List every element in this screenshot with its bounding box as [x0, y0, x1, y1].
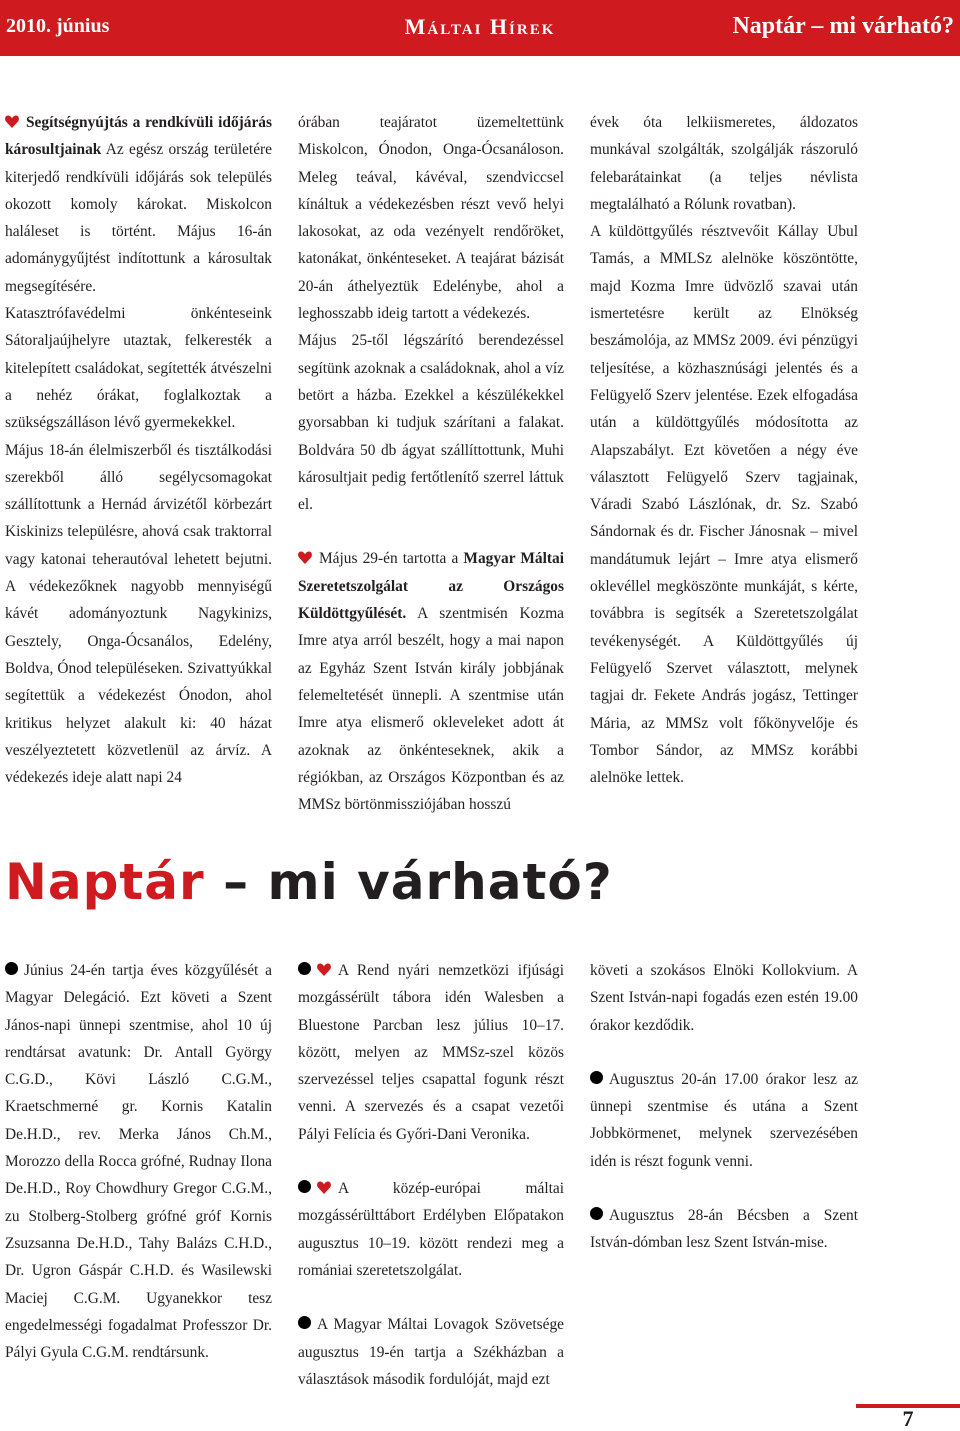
heart-icon: [5, 115, 19, 128]
calendar-event: Augusztus 20-án 17.00 órakor lesz az ünnepi szentmise és utána a Szent Jobbkörmenet, melynek szervezésében idén is részt fogunk venni.: [590, 1070, 858, 1170]
bullet-icon: [298, 1180, 311, 1193]
magazine-title: Máltai Hírek: [404, 14, 556, 39]
article-paragraph: A küldöttgyűlés résztvevőit Kállay Ubul Tamás, a MMLSz alelnöke köszöntötte, majd Kozma Imre üdvözlő szavai után ismertetésre került az Elnökség beszámolója, az MMSz 2009. évi pénzügyi teljesítése, a közhasznúsági jelentés és a Felügyelő Szerv jelentése. Ezek elfogadása után a küldöttgyűlés módosította az Alapszabályt. Ezt követően a négy éve választott Felügyelő Szerv tagjainak, Váradi Szabó Lászlónak, dr. Sz. Szabó Sándornak és dr. Fischer Jánosnak – mivel mandátumuk lejárt – Imre atya elismerő oklevéllel megköszönte munkáját, s kérte, továbbra is segítsék a Szeretetszolgálat tevékenységét. A Küldöttgyűlés új Felügyelő Szervet választott, melynek tagjai dr. Fekete András jogász, Tettinger Mária, az MMSz volt főkönyvelője és Tombor Sándor, az MMSz korábbi alelnöke lettek.: [590, 223, 858, 787]
article-title: Segítségnyújtás a rendkívüli időjárás károsultjainak: [5, 114, 272, 159]
calendar-event: A közép-európai máltai mozgássérülttábort Erdélyben Előpatakon augusztus 10–19. között rendezi meg a romániai szeretetszolgálat.: [298, 1180, 564, 1279]
issue-date: 2010. június: [6, 15, 110, 37]
calendar-heading-red: Naptár: [5, 853, 205, 911]
assembly-lead: Május 29-én tartotta a: [319, 550, 464, 568]
calendar-event: Június 24-én tartja éves közgyűlését a Magyar Delegáció. Ezt követi a Szent János-napi ünnepi szentmise, ahol 10 új rendtársat avatunk: Dr. Antall György C.G.D., Kövi László C.G.M., Kraetschmerné gr. Kornis Katalin De.H.D., rev. Merka János Ch.M., Morozzo della Rocca grófné, Rudnay Ilona De.H.D., Roy Chowdhury Gregor C.G.M., zu Stolberg-Stolberg grófné gróf Kornis Zsuzsanna De.H.D., Tahy Balázs C.H.D., Dr. Ugron Gáspár C.H.D. és Wasilewski Maciej C.G.M. Ugyanekkor tesz engedelmességi fogadalmat Professzor Dr. Pályi Gyula C.G.M. rendtársunk.: [5, 962, 272, 1362]
assembly-text: A szentmisén Kozma Imre atya arról beszélt, hogy a mai napon az Egyház Szent István király jobbjának felemeltetését ünnepli. A szentmise után Imre atya elismerő okleveleket adott át azoknak az önkénteseknek, akik a régiókban, az Országos Központban és az MMSz börtönmissziójában hosszú: [298, 605, 564, 814]
calendar-heading-black: – mi várható?: [223, 853, 613, 911]
calendar-event: A Magyar Máltai Lovagok Szövetsége augusztus 19-én tartja a Székházban a választások második fordulóját, majd ezt: [298, 1316, 564, 1388]
calendar-event: követi a szokásos Elnöki Kollokvium. A Szent István-napi fogadás ezen estén 19.00 órakor kezdődik.: [590, 962, 858, 1034]
calendar-column-3: [590, 957, 858, 1257]
bullet-icon: [5, 962, 18, 975]
article-column-3: [590, 109, 858, 791]
bullet-icon: [298, 962, 311, 975]
header-bar: [0, 0, 960, 56]
section-title: Naptár – mi várható?: [732, 13, 954, 39]
article-paragraph: Katasztrófavédelmi önkénteseink Sátoraljaújhelyre utaztak, felkeresték a kitelepített családokat, segítették átvészelni a nehéz órákat, foglalkoztak a szükségszálláson lévő gyermekekkel.: [5, 305, 272, 432]
heart-icon: [317, 963, 331, 976]
assembly-title: Magyar Máltai Szeretetszolgálat az Országos Küldöttgyűlését.: [298, 550, 564, 623]
article-paragraph: [298, 545, 564, 818]
article-intro: Az egész ország területére kiterjedő rendkívüli időjárás sok település okozott komoly károkat. Miskolcon haláleset is történt. Május 16-án adománygyűjtést indítottunk a károsultak megsegítésére.: [5, 141, 272, 295]
calendar-column-1: [5, 957, 272, 1366]
bullet-icon: [590, 1207, 603, 1220]
page-number: 7: [856, 1404, 960, 1429]
calendar-column-2: [298, 957, 564, 1393]
article-column-1: [5, 109, 272, 791]
article-paragraph: Május 25-től légszárító berendezéssel segítünk azoknak a családoknak, ahol a víz betört a házba. Ezekkel a készülékekkel gyorsabban ki tudjuk szárítani a falakat. Boldvára 50 db ágyat szállíttottunk, Muhi károsultjait pedig fertőtlenítő szerrel láttuk el.: [298, 332, 564, 514]
article-paragraph: órában teajáratot üzemeltettünk Miskolcon, Ónodon, Onga-Ócsanáloson. Meleg teával, kávéval, szendviccsel kínáltuk a védekezésben részt vevő helyi lakosokat, az oda vezényelt rendőröket, katonákat, önkénteseket. A teajárat bázisát 20-án áthelyeztük Edelénybe, ahol a leghosszabb ideig tartott a védekezés.: [298, 114, 564, 323]
calendar-event: Augusztus 28-án Bécsben a Szent István-dómban lesz Szent István-mise.: [590, 1207, 858, 1252]
article-paragraph: Május 18-án élelmiszerből és tisztálkodási szerekből álló segélycsomagokat szállítottunk a Hernád árvizétől körbezárt Kiskinizs településre, ahová csak traktorral vagy katonai teherautóval lehetett bejutni. A védekezőknek nagyobb mennyiségű kávét adományoztunk Nagykinizs, Gesztely, Onga-Ócsanálos, Edelény, Boldva, Ónod településeken. Szivattyúkkal segítettük a védekezést Ónodon, ahol kritikus helyzet alakult ki: 40 házat veszélyeztetett közvetlenül az árvíz. A védekezés ideje alatt napi 24: [5, 441, 272, 787]
calendar-event: A Rend nyári nemzetközi ifjúsági mozgássérült tábora idén Walesben a Bluestone Parcban lesz július 10–17. között, melyen az MMSz-szel közös szervezéssel teljes csapattal fogunk részt venni. A szervezés és a csapat vezetői Pályi Felícia és Győri-Dani Veronika.: [298, 962, 564, 1143]
article-paragraph: évek óta lelkiismeretes, áldozatos munkával szolgálták, szolgálják rászoruló felebarátainkat (a teljes névlista megtalálható a Rólunk rovatban).: [590, 114, 858, 213]
article-column-2: [298, 109, 564, 818]
bullet-icon: [298, 1316, 311, 1329]
heart-icon: [317, 1181, 331, 1194]
heart-icon: [298, 551, 312, 564]
article-paragraph: [5, 109, 272, 300]
bullet-icon: [590, 1071, 603, 1084]
calendar-heading: [5, 852, 613, 912]
